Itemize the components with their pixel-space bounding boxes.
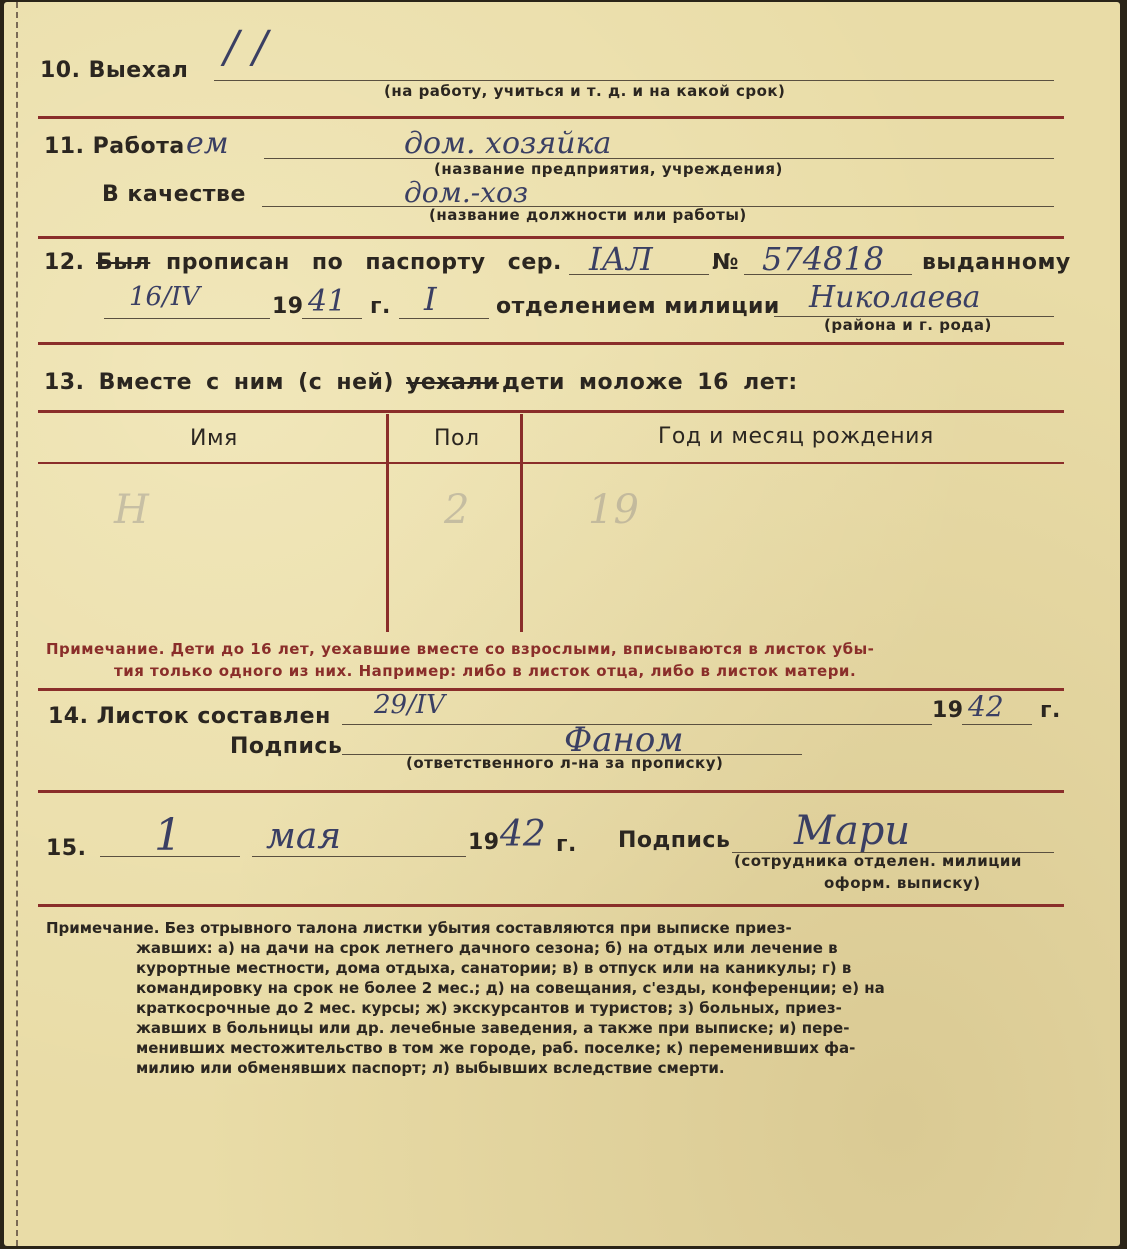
table-col-divider-1 [386, 414, 389, 632]
table-header-divider [38, 462, 1064, 464]
section-12-caption: (района и г. рода) [824, 316, 992, 334]
passport-series: IАЛ [589, 240, 653, 278]
section-15-month: мая [266, 816, 342, 857]
section-14-label: 14. Листок составлен [48, 704, 331, 729]
col-header-name: Имя [190, 426, 238, 451]
faint-row-birth: 19 [588, 487, 639, 533]
faint-row-name: Н [114, 487, 149, 533]
issue-date: 16/IV [129, 282, 200, 312]
section-14-caption: (ответственного л-на за прописку) [406, 754, 724, 772]
col-header-birth: Год и месяц рождения [658, 424, 934, 449]
section-14-year-prefix: 19 [932, 698, 964, 723]
section-15-g: г. [556, 832, 577, 857]
footer-note-line: командировку на срок не более 2 мес.; д) на совещания, с'езды, конференции; е) на [136, 979, 885, 997]
number-fill-line [744, 274, 912, 275]
footer-note-line: Примечание. Без отрывного талона листки убытия составляются при выписке приез- [46, 919, 792, 937]
departure-form-page [4, 2, 1120, 1246]
section-15-signature: Мари [794, 808, 911, 854]
section-15-year-prefix: 19 [468, 830, 500, 855]
year-g: г. [370, 294, 391, 319]
section-15-year: 42 [500, 814, 546, 855]
issue-date-fill-line [104, 318, 270, 319]
section-13-note-line-2: тия только одного из них. Например: либо в листок отца, либо в листок матери. [114, 662, 857, 680]
col-header-sex: Пол [434, 426, 480, 451]
section-10-label: 10. Выехал [40, 58, 189, 83]
number-sign: № [712, 250, 739, 275]
police-dept-number: I [424, 280, 437, 318]
issue-year: 41 [308, 284, 347, 319]
section-11-role-handwriting: дом.-хоз [404, 176, 529, 209]
table-col-divider-2 [520, 414, 523, 632]
section-13-note-line-1: Примечание. Дети до 16 лет, уехавшие вместе со взрослыми, вписываются в листок убы- [46, 640, 875, 658]
section-15-caption-2: оформ. выписку) [824, 874, 981, 892]
passport-number: 574818 [762, 240, 885, 278]
section-10-caption: (на работу, учиться и т. д. и на какой срок) [384, 82, 786, 100]
divider-11 [38, 236, 1064, 239]
divider-10 [38, 116, 1064, 119]
section-11-caption-2: (название должности или работы) [429, 206, 747, 224]
footer-note-line: курортные местности, дома отдыха, санатории; в) в отпуск или на каникулы; г) в [136, 959, 852, 977]
issue-year-prefix: 19 [272, 294, 304, 319]
section-14-sign-label: Подпись [230, 734, 343, 759]
section-11-caption-1: (название предприятия, учреждения) [434, 160, 783, 178]
footer-note-line: милию или обменявших паспорт; л) выбывших вследствие смерти. [136, 1059, 725, 1077]
section-11-handwriting-prefix: ем [186, 126, 229, 161]
footer-note [46, 918, 1066, 1078]
issue-year-fill-line [302, 318, 362, 319]
section-12-number: 12. [44, 250, 85, 275]
section-15-label: 15. [46, 836, 87, 861]
section-15-sign-label: Подпись [618, 828, 731, 853]
section-15-day: 1 [154, 810, 182, 861]
footer-note-line: жавших: а) на дачи на срок летнего дачного сезона; б) на отдых или лечение в [136, 939, 838, 957]
footer-note-line: менивших местожительство в том же городе, раб. поселке; к) переменивших фа- [136, 1039, 856, 1057]
section-14-year: 42 [968, 690, 1004, 723]
police-dept-label: отделением милиции [496, 294, 780, 319]
city-name: Николаева [809, 280, 981, 315]
section-13-struck-word: уехали [406, 370, 499, 395]
section-11-handwriting: дом. хозяйка [404, 126, 612, 161]
section-15-month-fill-line [252, 856, 466, 857]
section-12-text: прописан по паспорту сер. [166, 250, 562, 275]
section-12-struck-word: Был [96, 250, 151, 275]
divider-14 [38, 790, 1064, 793]
section-15-caption-1: (сотрудника отделен. милиции [734, 852, 1022, 870]
section-11-role-label: В качестве [102, 182, 246, 207]
series-fill-line [569, 274, 709, 275]
section-11-fill-line [264, 158, 1054, 159]
divider-12 [38, 342, 1064, 345]
section-15-day-fill-line [100, 856, 240, 857]
perforation-line [16, 2, 18, 1246]
footer-note-line: краткосрочные до 2 мес. курсы; ж) экскурсантов и туристов; з) больных, приез- [136, 999, 842, 1017]
faint-row-sex: 2 [444, 487, 470, 533]
section-13-label-start: 13. Вместе с ним (с ней) [44, 370, 394, 395]
issued-label: выданному [922, 250, 1071, 275]
divider-13 [38, 688, 1064, 691]
section-14-signature: Фаном [564, 720, 684, 760]
section-14-date: 29/IV [374, 690, 445, 720]
section-10-handwriting: / / [224, 22, 268, 73]
footer-note-line: жавших в больницы или др. лечебные заведения, а также при выписке; и) пере- [136, 1019, 850, 1037]
section-14-g: г. [1040, 698, 1061, 723]
divider-15 [38, 904, 1064, 907]
section-11-label: 11. Работа [44, 134, 185, 159]
table-top-border [38, 410, 1064, 413]
section-10-fill-line [214, 80, 1054, 81]
section-14-year-fill-line [962, 724, 1032, 725]
section-13-label-end: дети моложе 16 лет: [502, 370, 798, 395]
dept-fill-line [399, 318, 489, 319]
